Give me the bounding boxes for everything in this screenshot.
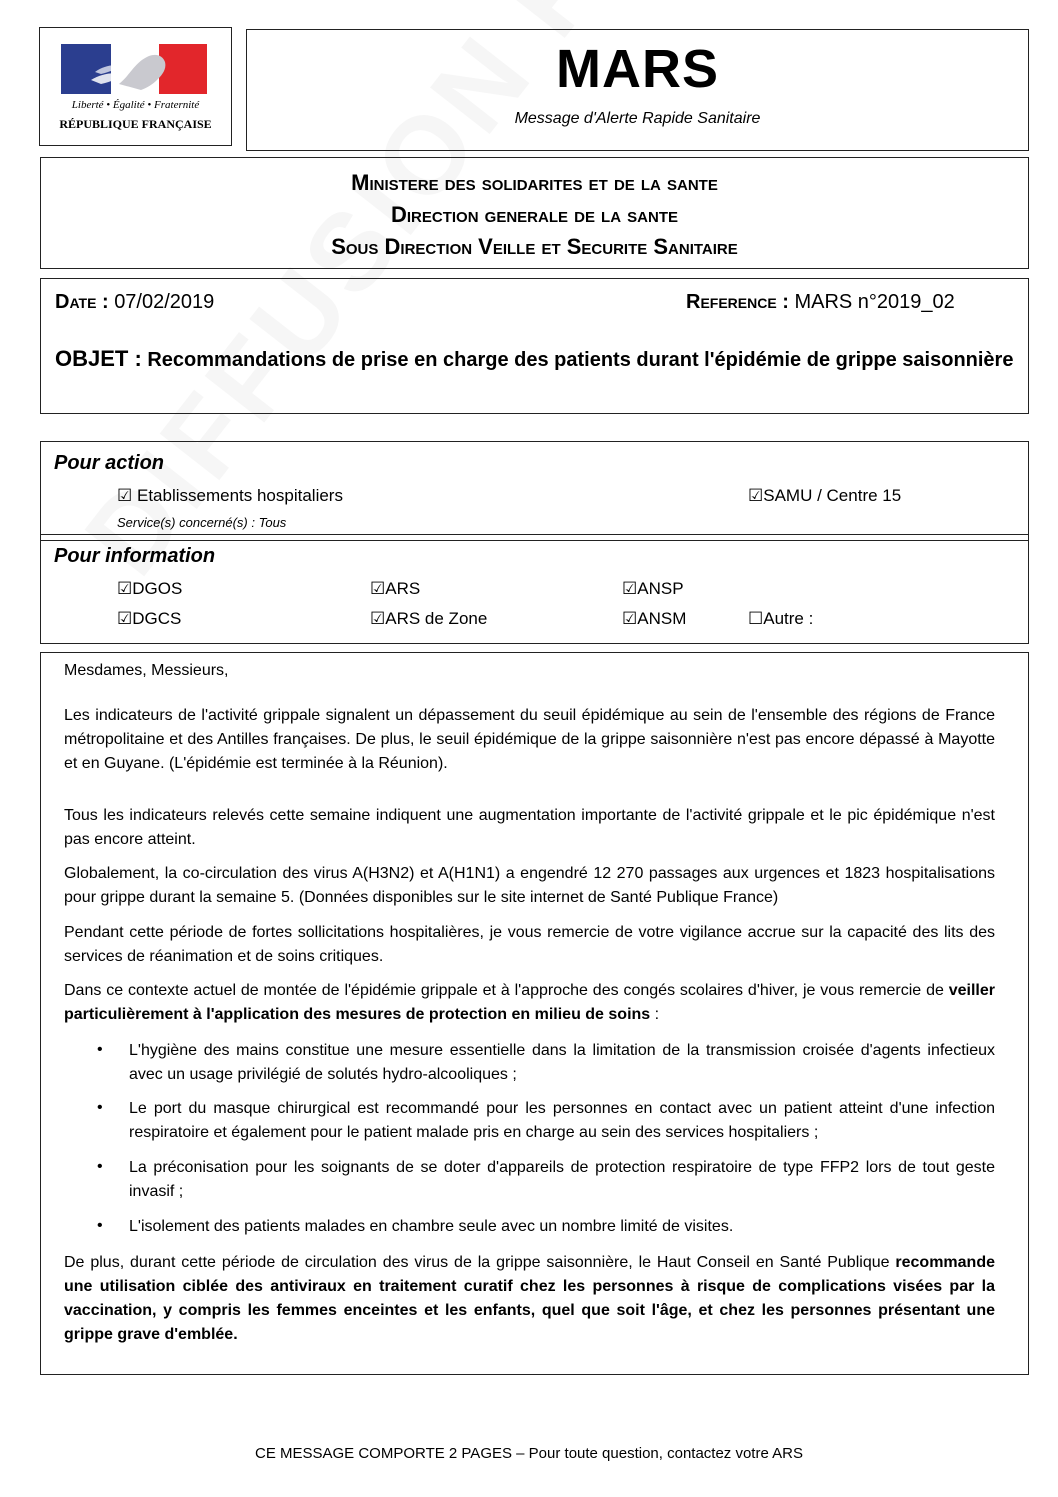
date-line <box>55 291 214 314</box>
divider <box>41 540 1028 541</box>
checkbox-label: DGOS <box>132 579 183 598</box>
checkbox-ansm <box>622 609 686 629</box>
services-note: Service(s) concerné(s) : Tous <box>117 515 287 530</box>
checkbox-label: Autre : <box>763 609 814 628</box>
bullet-icon: • <box>97 1217 103 1234</box>
paragraph: Globalement, la co-circulation des virus A(H3N2) et A(H1N1) a engendré 12 270 passages aux urgences et 1823 hospitalisations pour grippe durant la semaine 5. (Données disponibles sur le site internet de Santé Publique France) <box>64 865 995 906</box>
sub-direction-name: Sous Direction Veille et Securite Sanitaire <box>331 234 738 259</box>
checkbox-label: Etablissements hospitaliers <box>136 486 343 505</box>
list-item: L'isolement des patients malades en chambre seule avec un nombre limité de visites. <box>129 1218 734 1235</box>
mars-header <box>246 29 1029 151</box>
objet-text: Recommandations de prise en charge des patients durant l'épidémie de grippe saisonnière <box>147 349 1014 371</box>
checkbox-label: ANSP <box>637 579 684 598</box>
paragraph-text: De plus, durant cette période de circulation des virus de la grippe saisonnière, le Haut Conseil en Santé Publique <box>64 1254 896 1271</box>
country-name: RÉPUBLIQUE FRANÇAISE <box>59 117 212 131</box>
paragraph-text: : <box>650 1006 660 1023</box>
objet <box>55 335 1015 384</box>
checkbox-icon: ☑ <box>117 609 133 628</box>
paragraph-emphasis: recommande une utilisation ciblée des antiviraux en traitement curatif chez les personnes à risque de complications visées par la vaccination, y compris les femmes enceintes et les enfants, quel que soit l'âge, et chez les personnes présentant une grippe grave d'emblée. <box>64 1254 995 1343</box>
greeting: Mesdames, Messieurs, <box>64 662 229 679</box>
list-item: La préconisation pour les soignants de se doter d'appareils de protection respiratoire de type FFP2 lors de tout geste invasif ; <box>129 1159 995 1200</box>
checkbox-dgcs <box>117 609 181 629</box>
divider <box>41 534 1028 535</box>
paragraph: Tous les indicateurs relevés cette semaine indiquent une augmentation importante de l'activité grippale et le pic épidémique n'est pas encore atteint. <box>64 807 995 848</box>
reference-line <box>686 291 955 314</box>
meta-block <box>40 278 1029 414</box>
checkbox-samu <box>748 486 901 506</box>
date-label: Date : <box>55 291 109 313</box>
paragraph <box>64 979 995 1027</box>
date-value: 07/02/2019 <box>114 291 215 313</box>
checkbox-icon: ☑ <box>117 579 133 598</box>
list-item: Le port du masque chirurgical est recommandé pour les personnes en contact avec un patient atteint d'une infection respiratoire et également pour le patient malade pris en charge au sein des services hospitaliers ; <box>129 1100 995 1141</box>
checkbox-ars-zone <box>370 609 487 629</box>
checkbox-icon: ☑ <box>748 486 764 505</box>
checkbox-icon: ☑ <box>370 579 386 598</box>
marianne-logo-icon <box>61 44 211 104</box>
paragraph <box>64 1251 995 1347</box>
bullet-icon: • <box>97 1041 103 1058</box>
ministry-name: Ministere des solidarites et de la sante <box>351 170 718 195</box>
bullet-icon: • <box>97 1158 103 1175</box>
checkbox-dgos <box>117 579 182 599</box>
checkbox-label: DGCS <box>132 609 182 628</box>
objet-label: OBJET : <box>55 346 142 371</box>
checkbox-icon: ☑ <box>622 609 638 628</box>
mars-title: MARS <box>556 39 719 99</box>
message-body <box>40 652 1029 1375</box>
checkbox-ansp <box>622 579 684 599</box>
paragraph-text: Dans ce contexte actuel de montée de l'épidémie grippale et à l'approche des congés scolaires d'hiver, je vous remercie de <box>64 982 949 999</box>
checkbox-icon: ☐ <box>748 609 764 628</box>
checkbox-etablissements <box>117 486 343 506</box>
logo-block <box>39 27 232 146</box>
info-title: Pour information <box>54 545 216 567</box>
action-title: Pour action <box>54 452 165 474</box>
reference-value: MARS n°2019_02 <box>794 291 955 313</box>
checkbox-label: ARS de Zone <box>385 609 488 628</box>
motto: Liberté • Égalité • Fraternité <box>71 99 200 111</box>
checkbox-autre <box>748 609 813 629</box>
recipients-block <box>40 441 1029 644</box>
reference-label: Reference : <box>686 291 789 313</box>
checkbox-label: ARS <box>385 579 421 598</box>
list-item: L'hygiène des mains constitue une mesure essentielle dans la limitation de la transmission croisée d'agents infectieux avec un usage privilégié de solutés hydro-alcooliques ; <box>129 1042 995 1083</box>
paragraph: Pendant cette période de fortes sollicitations hospitalières, je vous remercie de votre vigilance accrue sur la capacité des lits des services de réanimation et de soins critiques. <box>64 924 995 965</box>
ministry-block <box>40 157 1029 269</box>
paragraph: Les indicateurs de l'activité grippale signalent un dépassement du seuil épidémique au sein de l'ensemble des régions de France métropolitaine et des Antilles françaises. De plus, le seuil épidémique de la grippe saisonnière n'est pas encore dépassé à Mayotte et en Guyane. (L'épidémie est terminée à la Réunion). <box>64 707 995 772</box>
bullet-icon: • <box>97 1099 103 1116</box>
direction-name: Direction generale de la sante <box>390 202 679 227</box>
checkbox-icon: ☑ <box>117 486 133 505</box>
paragraph-emphasis: veiller particulièrement à l'application des mesures de protection en milieu de soins <box>64 982 995 1023</box>
checkbox-label: ANSM <box>637 609 687 628</box>
checkbox-label: SAMU / Centre 15 <box>763 486 902 505</box>
mars-subtitle: Message d'Alerte Rapide Sanitaire <box>514 110 761 127</box>
footer: CE MESSAGE COMPORTE 2 PAGES – Pour toute question, contactez votre ARS <box>254 1445 803 1462</box>
checkbox-icon: ☑ <box>622 579 638 598</box>
checkbox-ars <box>370 579 420 599</box>
checkbox-icon: ☑ <box>370 609 386 628</box>
